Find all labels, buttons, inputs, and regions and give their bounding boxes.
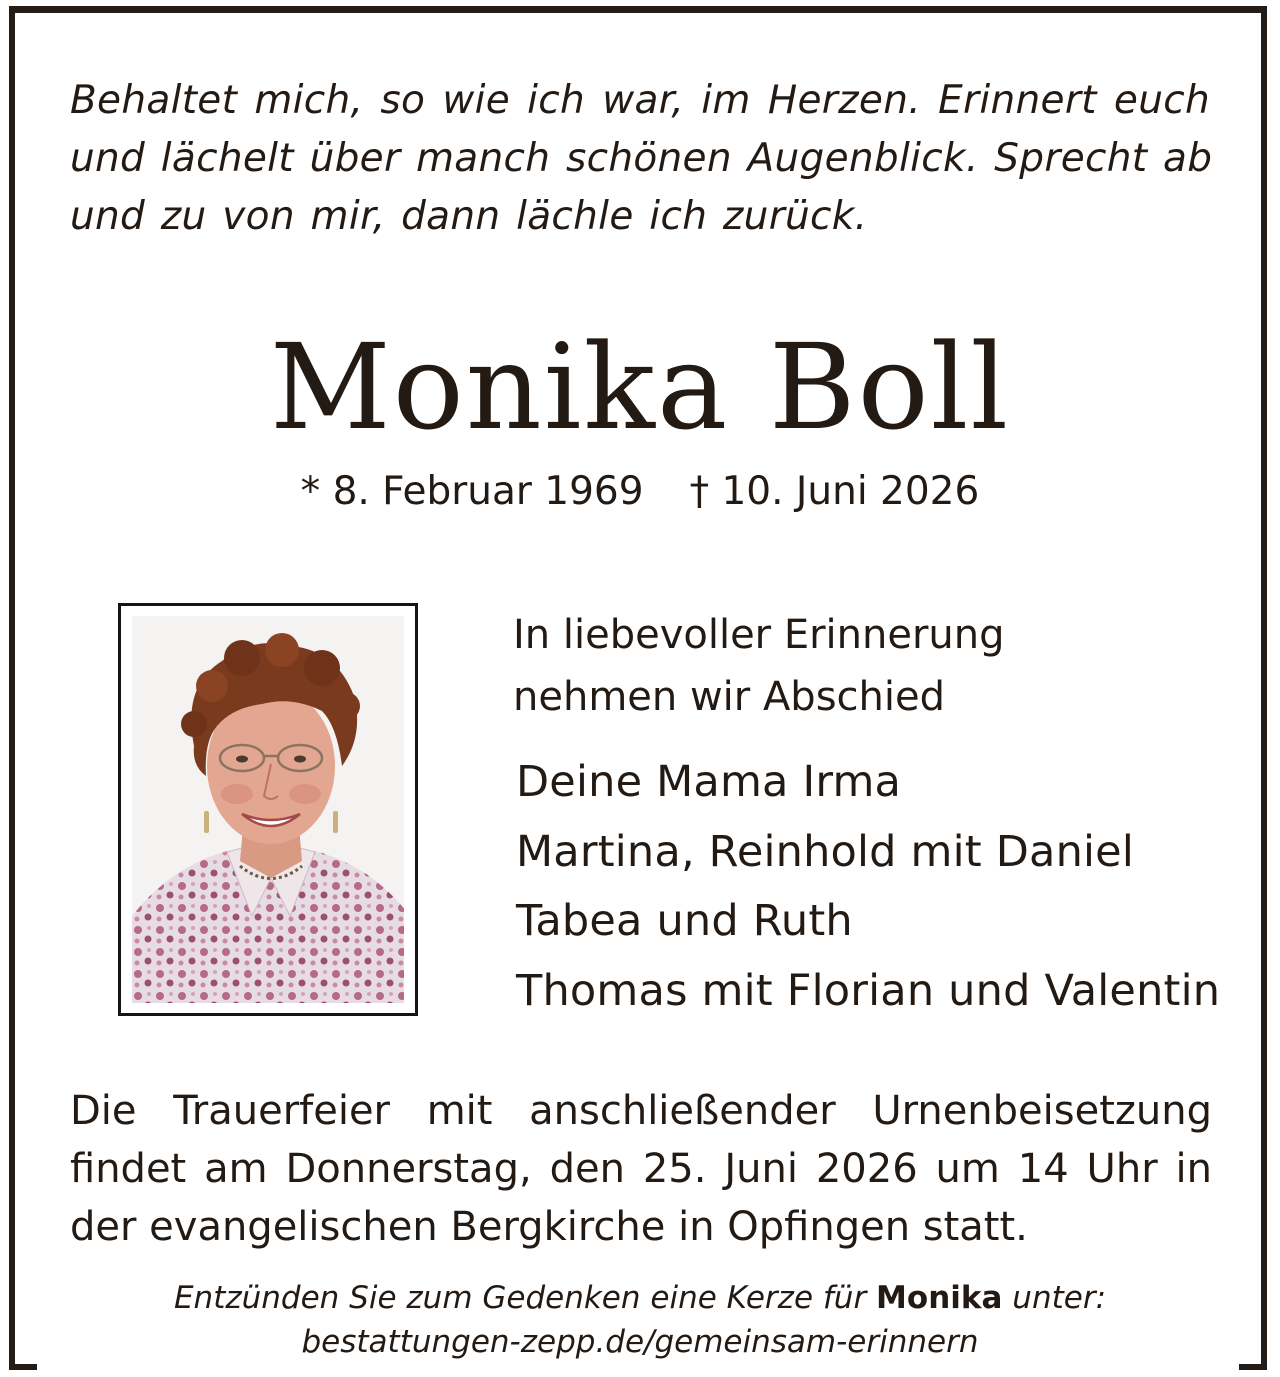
service-line: Die Trauerfeier mit anschließender Urnenbeisetzung [70, 1088, 1212, 1134]
memorial-url-link[interactable]: bestattungen-zepp.de/gemeinsam-erinnern [301, 1324, 979, 1360]
portrait-illustration [132, 616, 404, 1003]
poem-line: und zu von mir, dann lächle ich zurück. [70, 194, 868, 239]
family-member: Martina, Reinhold mit Daniel [516, 826, 1134, 877]
deceased-name: Monika Boll [269, 318, 1011, 456]
memorial-line: nehmen wir Abschied [513, 674, 945, 720]
portrait-frame [118, 603, 418, 1016]
memorial-poem [70, 72, 1213, 246]
candle-footer [0, 1276, 1280, 1364]
poem-line: Behaltet mich, so wie ich war, im Herzen. Erinnert euch [70, 78, 1210, 123]
death-date: † 10. Juni 2026 [689, 469, 980, 514]
birth-date: * 8. Februar 1969 [300, 469, 644, 514]
family-member: Thomas mit Florian und Valentin [516, 965, 1221, 1016]
service-line: findet am Donnerstag, den 25. Juni 2026 um 14 Uhr in [70, 1146, 1212, 1192]
family-list [516, 748, 1220, 1026]
candle-name: Monika [876, 1280, 1003, 1316]
service-line: der evangelischen Bergkirche in Opfingen statt. [70, 1204, 1028, 1250]
life-dates [0, 466, 1280, 518]
family-member: Tabea und Ruth [516, 896, 853, 946]
portrait-photo [132, 616, 404, 1003]
candle-prefix: Entzünden Sie zum Gedenken eine Kerze für [173, 1280, 867, 1316]
memorial-heading [513, 604, 1005, 728]
family-member: Deine Mama Irma [516, 757, 902, 807]
candle-suffix: unter: [1012, 1280, 1107, 1316]
poem-line: und lächelt über manch schönen Augenblick. Sprecht ab [70, 136, 1213, 181]
candle-invitation [0, 1276, 1280, 1320]
memorial-line: In liebevoller Erinnerung [513, 612, 1005, 658]
funeral-service-info [70, 1082, 1212, 1256]
